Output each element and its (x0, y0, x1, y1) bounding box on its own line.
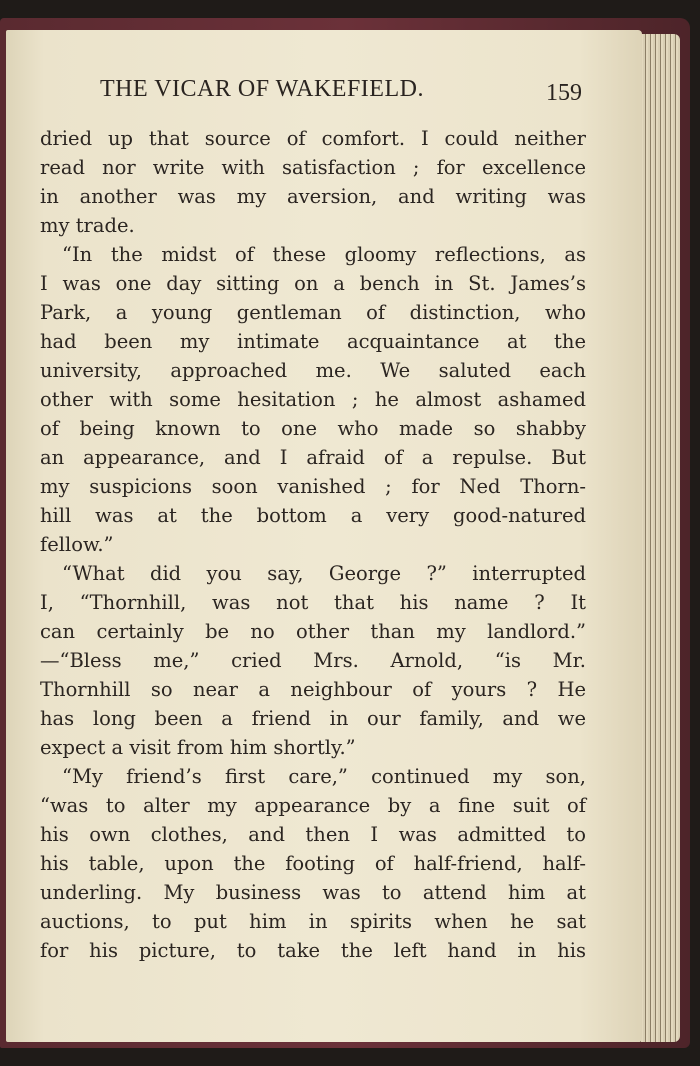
page-number: 159 (546, 80, 582, 106)
text-line: his table, upon the footing of half-friend, half- (40, 852, 586, 875)
text-line: an appearance, and I afraid of a repulse. But (40, 446, 586, 469)
text-line: had been my intimate acquaintance at the (40, 330, 586, 353)
text-line: my suspicions soon vanished ; for Ned Thorn- (40, 475, 586, 498)
text-line: fellow.” (40, 533, 114, 556)
text-line: —“Bless me,” cried Mrs. Arnold, “is Mr. (40, 649, 586, 672)
text-line: for his picture, to take the left hand in his (40, 939, 586, 962)
text-line: I, “Thornhill, was not that his name ? It (40, 591, 586, 614)
text-line: I was one day sitting on a bench in St. James’s (40, 272, 586, 295)
text-line: “was to alter my appearance by a fine suit of (40, 794, 586, 817)
text-line: “My friend’s first care,” continued my son, (62, 765, 586, 788)
text-line: his own clothes, and then I was admitted to (40, 823, 586, 846)
text-line: of being known to one who made so shabby (40, 417, 586, 440)
text-line: read nor write with satisfaction ; for excellence (40, 156, 586, 179)
text-line: other with some hesitation ; he almost ashamed (40, 388, 586, 411)
text-line: has long been a friend in our family, and we (40, 707, 586, 730)
text-line: hill was at the bottom a very good-natured (40, 504, 586, 527)
text-line: dried up that source of comfort. I could neither (40, 127, 586, 150)
text-line: Thornhill so near a neighbour of yours ? He (40, 678, 586, 701)
body-text (40, 124, 586, 965)
text-line: can certainly be no other than my landlord.” (40, 620, 586, 643)
text-line: expect a visit from him shortly.” (40, 736, 356, 759)
text-line: university, approached me. We saluted each (40, 359, 586, 382)
text-line: my trade. (40, 214, 135, 237)
text-line: in another was my aversion, and writing was (40, 185, 586, 208)
text-line: auctions, to put him in spirits when he sat (40, 910, 586, 933)
text-line: “What did you say, George ?” interrupted (62, 562, 586, 585)
text-line: “In the midst of these gloomy reflections, as (62, 243, 586, 266)
text-line: Park, a young gentleman of distinction, who (40, 301, 586, 324)
text-line: underling. My business was to attend him at (40, 881, 586, 904)
running-head: THE VICAR OF WAKEFIELD. (100, 76, 424, 102)
